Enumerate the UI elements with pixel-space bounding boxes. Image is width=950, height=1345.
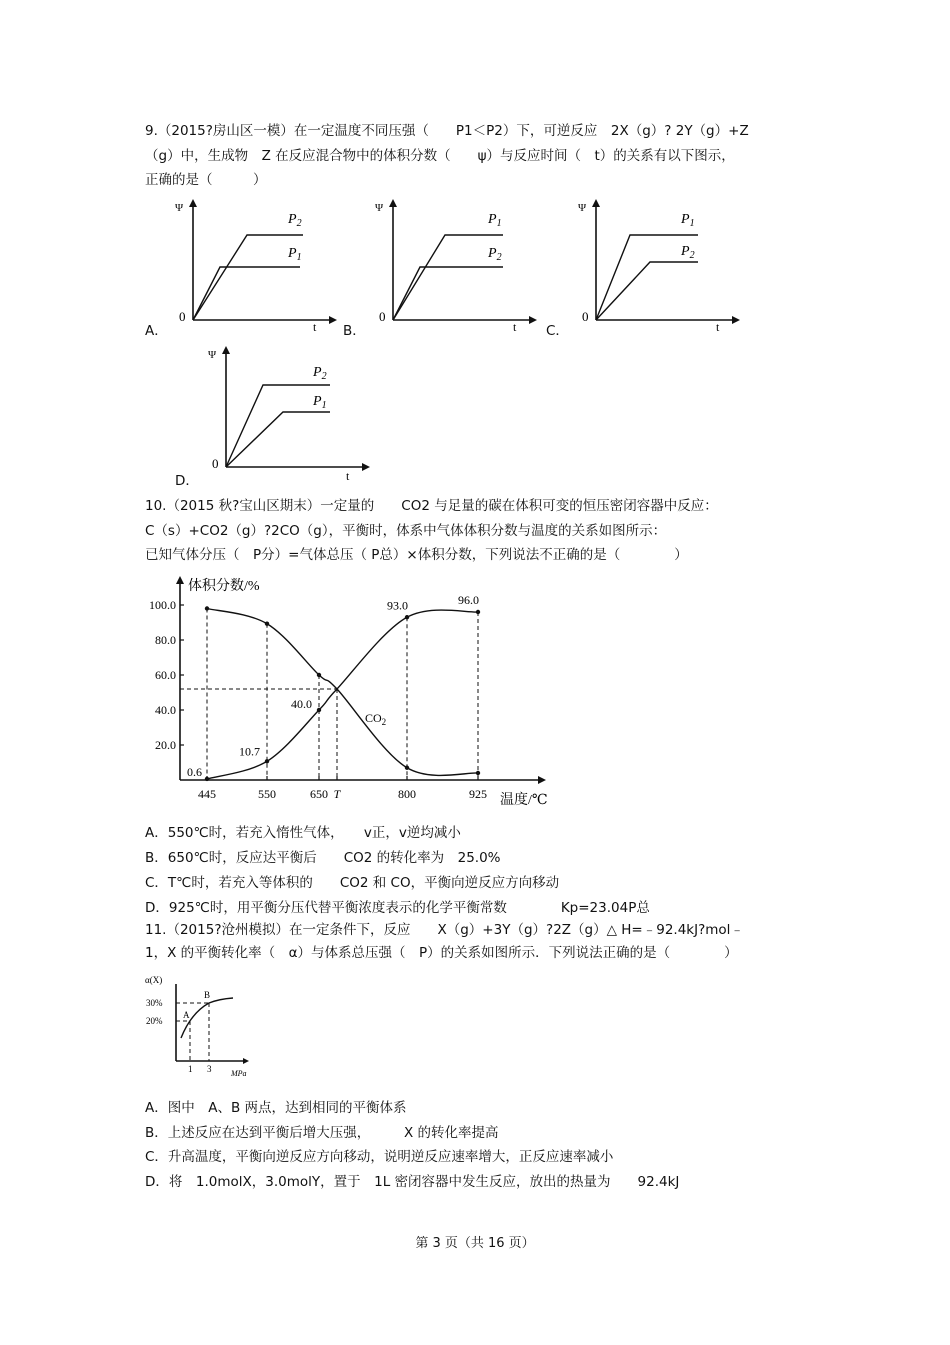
series-label-co2: $CO_2$ [365, 711, 387, 727]
co2-point [405, 766, 409, 770]
point-b-label: B [204, 990, 211, 1000]
co-point [205, 777, 209, 781]
x-tick-label: 925 [469, 787, 487, 801]
x-axis-label: t [716, 320, 720, 334]
q9-option-b-label: B． [343, 323, 366, 339]
y-tick-label: 100.0 [149, 598, 176, 612]
q9-graph-c [568, 195, 743, 340]
y-axis-label: α(X) [145, 975, 163, 985]
data-label-93.0: 93.0 [387, 598, 408, 613]
x-tick-label: T [333, 787, 341, 801]
point-a-label: A [183, 1010, 190, 1020]
tick-x1: 1 [188, 1064, 193, 1074]
q10-option-a: A．550℃时，若充入惰性气体， v正，v逆均减小 [145, 825, 461, 841]
label-p1: $P_1$ [488, 212, 502, 229]
x-tick-label: 445 [198, 787, 216, 801]
label-p2: $P_2$ [313, 365, 327, 382]
y-axis-label: Ψ [208, 349, 217, 361]
curve-p2 [596, 262, 698, 320]
q10-option-c: C．T℃时，若充入等体积的 CO2 和 CO，平衡向逆反应方向移动 [145, 875, 560, 891]
label-p1: $P_1$ [313, 394, 327, 411]
q9-stem-line-2: （g）中，生成物 Z 在反应混合物中的体积分数（ ψ）与反应时间（ t）的关系有以下图示， [145, 148, 735, 164]
co-point [476, 610, 480, 614]
curve-p1 [226, 412, 330, 467]
y-tick-label: 60.0 [155, 668, 176, 682]
origin-label: 0 [582, 309, 589, 324]
origin-label: 0 [179, 309, 186, 324]
q11-chart [143, 968, 258, 1083]
x-tick-label: 650 [310, 787, 328, 801]
co-point [405, 615, 409, 619]
q10-chart [140, 570, 560, 810]
q10-stem-line-1: 10.（2015 秋?宝山区期末）一定量的 CO2 与足量的碳在体积可变的恒压密闭容器中反应： [145, 498, 718, 514]
co-point [317, 708, 321, 712]
q10-stem-line-3: 已知气体分压（ P分）=气体总压（ P总）×体积分数，下列说法不正确的是（ ） [145, 547, 688, 563]
q9-option-a-label: A． [145, 323, 168, 339]
q11-stem-line-2: 1，X 的平衡转化率（ α）与体系总压强（ P）的关系如图所示．下列说法正确的是（ ） [145, 945, 738, 961]
y-tick-label: 80.0 [155, 633, 176, 647]
x-axis-label: t [513, 320, 517, 334]
q9-graph-b [365, 195, 540, 340]
q11-option-c: C．升高温度，平衡向逆反应方向移动，说明逆反应速率增大，正反应速率减小 [145, 1149, 614, 1165]
x-tick-label: 550 [258, 787, 276, 801]
x-axis-arrow [362, 463, 370, 471]
tick-30: 30% [146, 998, 163, 1008]
y-axis-arrow [389, 199, 397, 207]
page-footer: 第 3 页（共 16 页） [415, 1236, 535, 1251]
co2-point [476, 771, 480, 775]
x-axis-label: t [346, 469, 350, 483]
q11-option-b: B．上述反应在达到平衡后增大压强， X 的转化率提高 [145, 1125, 499, 1141]
co2-point [317, 673, 321, 677]
y-axis-label: Ψ [578, 202, 587, 214]
q9-graph-d [198, 342, 373, 487]
co2-point [265, 622, 269, 626]
q11-stem-line-1: 11.（2015?沧州模拟）在一定条件下，反应 X（g）+3Y（g）?2Z（g）△ H=﹣92.4kJ?mol﹣ [145, 922, 744, 938]
q10-option-d: D．925℃时，用平衡分压代替平衡浓度表示的化学平衡常数 Kp=23.04P总 [145, 900, 650, 916]
x-axis-label: t [313, 320, 317, 334]
data-label-0.6: 0.6 [187, 764, 202, 779]
q9-option-d-label: D． [175, 473, 199, 489]
curve-p2 [193, 235, 303, 320]
label-p2: $P_2$ [681, 244, 695, 261]
q9-stem-line-1: 9.（2015?房山区一模）在一定温度不同压强（ P1＜P2）下，可逆反应 2X（g）? 2Y（g）+Z [145, 123, 749, 139]
data-label-96.0: 96.0 [458, 593, 479, 607]
q10-option-b: B．650℃时，反应达平衡后 CO2 的转化率为 25.0% [145, 850, 501, 866]
tick-x3: 3 [207, 1064, 212, 1074]
q9-option-c-label: C． [546, 323, 569, 339]
y-axis-label: 体积分数/% [188, 579, 260, 594]
q9-graph-a [165, 195, 340, 340]
x-axis-arrow [329, 316, 337, 324]
tick-20: 20% [146, 1016, 163, 1026]
origin-label: 0 [379, 309, 386, 324]
data-label-40.0: 40.0 [291, 697, 312, 711]
origin-label: 0 [212, 456, 219, 471]
q10-stem-line-2: C（s）+CO2（g）?2CO（g），平衡时，体系中气体体积分数与温度的关系如图所示： [145, 523, 667, 539]
y-axis-arrow [222, 346, 230, 354]
label-p1: $P_1$ [288, 246, 302, 263]
y-axis-label: Ψ [175, 202, 184, 214]
data-label-10.7: 10.7 [239, 744, 260, 759]
q11-option-d: D．将 1.0molX，3.0molY，置于 1L 密闭容器中发生反应，放出的热量为 92.4kJ [145, 1174, 680, 1190]
y-axis-arrow [592, 199, 600, 207]
curve-p1 [393, 235, 503, 320]
label-p2: $P_2$ [288, 212, 302, 229]
label-p2: $P_2$ [488, 246, 502, 263]
x-axis-label: 温度/℃ [500, 793, 548, 808]
y-tick-label: 20.0 [155, 738, 176, 752]
x-tick-label: 800 [398, 787, 416, 801]
q11-option-a: A．图中 A、B 两点，达到相同的平衡体系 [145, 1100, 407, 1116]
y-axis-label: Ψ [375, 202, 384, 214]
x-axis-arrow [243, 1058, 249, 1064]
co-point [265, 759, 269, 763]
co2-point [205, 606, 209, 610]
x-axis-arrow [538, 776, 546, 784]
x-axis-label: MPa [231, 1069, 247, 1078]
x-axis-arrow [529, 316, 537, 324]
y-tick-label: 40.0 [155, 703, 176, 717]
label-p1: $P_1$ [681, 212, 695, 229]
x-axis-arrow [732, 316, 740, 324]
q9-stem-line-3: 正确的是（ ） [145, 172, 267, 188]
y-axis-arrow [189, 199, 197, 207]
y-axis-arrow [176, 576, 184, 584]
